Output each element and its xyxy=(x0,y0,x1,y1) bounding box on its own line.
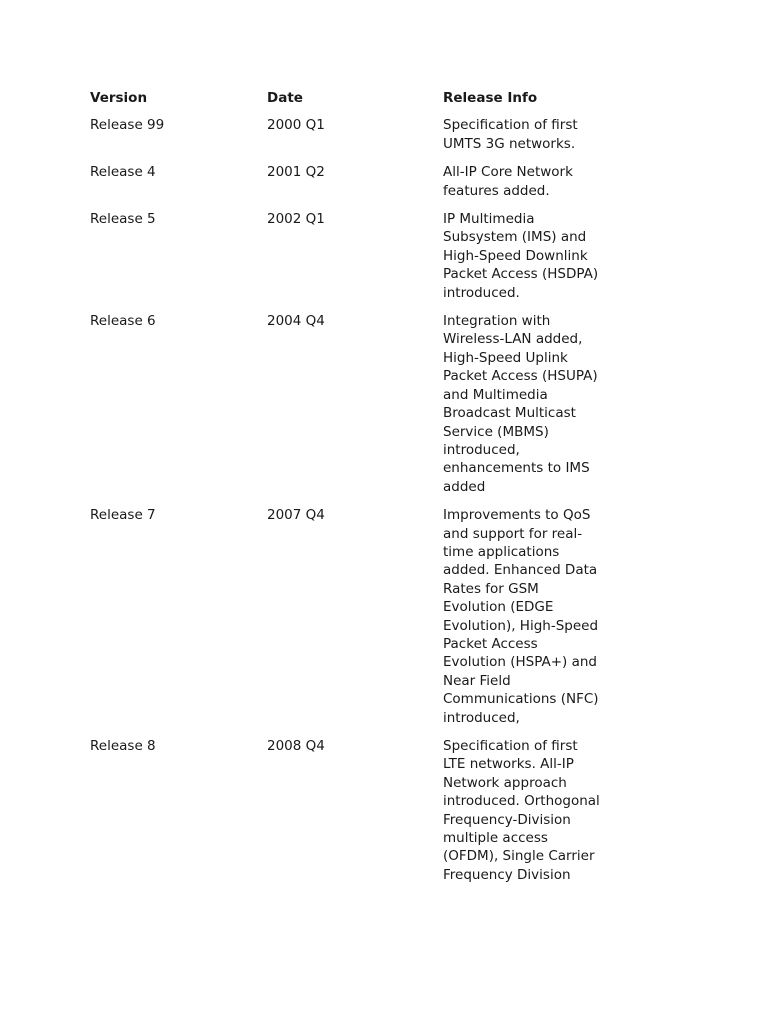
version-cell: Release 99 xyxy=(90,117,165,134)
date-cell: 2007 Q4 xyxy=(267,507,325,524)
version-cell: Release 6 xyxy=(90,313,156,330)
table-row xyxy=(90,312,623,506)
version-cell: Release 5 xyxy=(90,211,156,228)
date-cell: 2008 Q4 xyxy=(267,738,325,754)
version-cell: Release 7 xyxy=(90,507,156,524)
release-info-cell: Improvements to QoS and support for real- time applications added. Enhanced Data Rates for GSM Evolution (EDGE Evolution), High-Speed Packet Access Evolution (HSPA+) and Near Field Communications (NFC) introduced, xyxy=(443,507,599,726)
release-info-cell: Specification of first LTE networks. All-IP Network approach introduced. Orthogonal Frequency-Division multiple access (OFDM), Single Carrier Frequency Division xyxy=(443,738,600,883)
date-cell: 2002 Q1 xyxy=(267,211,325,228)
release-info-cell: Specification of first UMTS 3G networks. xyxy=(443,117,578,152)
table-header-row xyxy=(90,87,623,116)
date-cell: 2001 Q2 xyxy=(267,164,325,181)
date-cell: 2000 Q1 xyxy=(267,117,325,134)
date-cell: 2004 Q4 xyxy=(267,313,325,330)
header-date: Date xyxy=(267,90,303,106)
table-row xyxy=(90,737,623,894)
header-version: Version xyxy=(90,90,148,106)
table-row xyxy=(90,506,623,737)
release-table xyxy=(90,87,623,894)
version-cell: Release 8 xyxy=(90,738,156,754)
release-info-cell: IP Multimedia Subsystem (IMS) and High-Speed Downlink Packet Access (HSDPA) introduced. xyxy=(443,211,599,301)
release-info-cell: Integration with Wireless-LAN added, High-Speed Uplink Packet Access (HSUPA) and Multimedia Broadcast Multicast Service (MBMS) introduced, enhancements to IMS added xyxy=(443,313,598,495)
table-row xyxy=(90,163,623,210)
version-cell: Release 4 xyxy=(90,164,156,181)
table-row xyxy=(90,210,623,312)
header-release-info: Release Info xyxy=(443,90,538,106)
release-info-cell: All-IP Core Network features added. xyxy=(443,164,573,199)
table-row xyxy=(90,116,623,163)
